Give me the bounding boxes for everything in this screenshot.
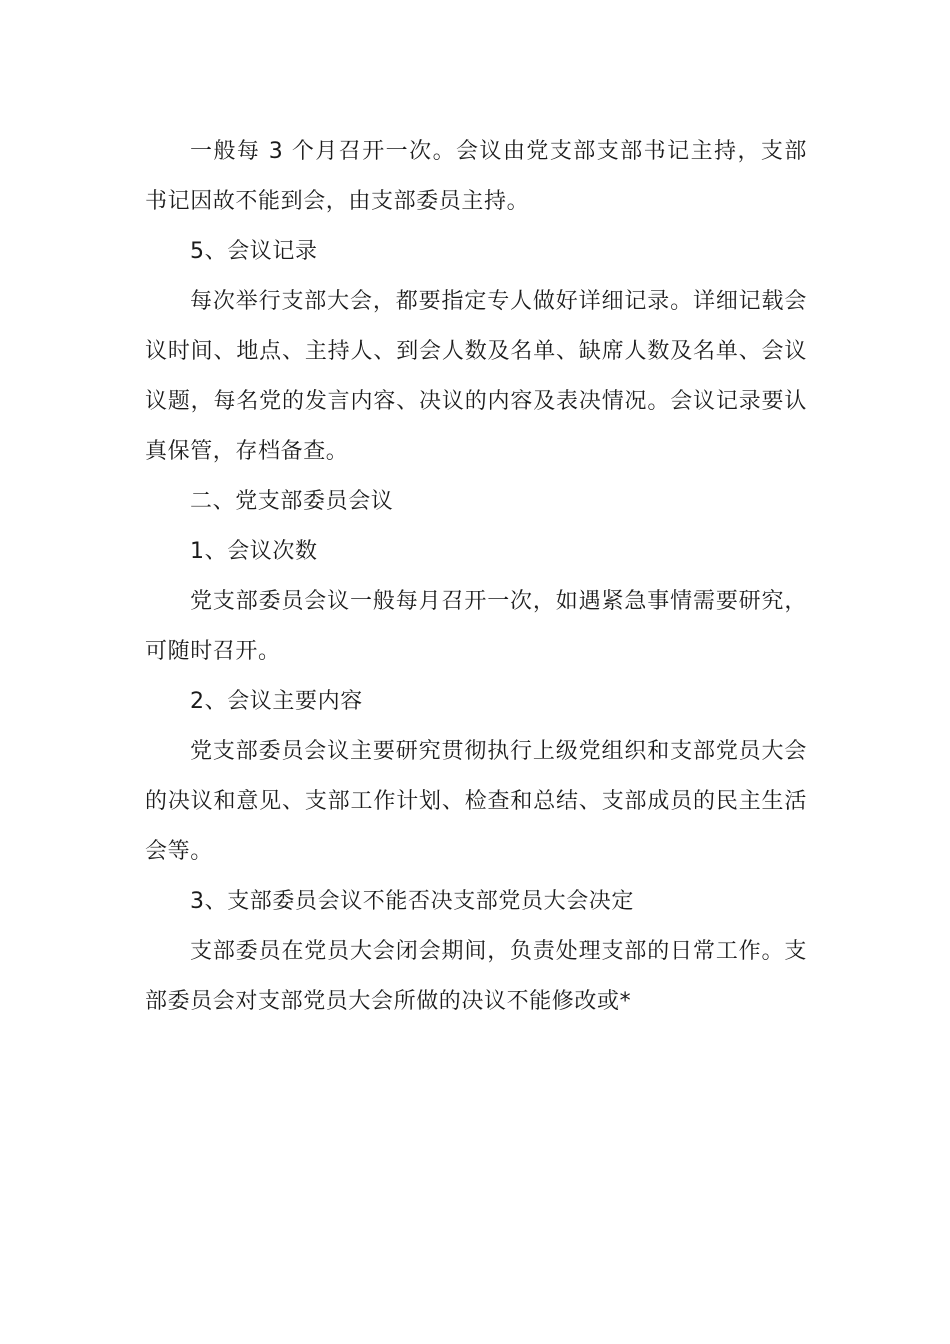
paragraph-cannot-overrule: 支部委员在党员大会闭会期间，负责处理支部的日常工作。支部委员会对支部党员大会所做的决议不能修改或* <box>145 939 807 1014</box>
paragraph-main-content: 党支部委员会议主要研究贯彻执行上级党组织和支部党员大会的决议和意见、支部工作计划、检查和总结、支部成员的民主生活会等。 <box>145 739 807 864</box>
paragraph-meeting-records: 每次举行支部大会，都要指定专人做好详细记录。详细记载会议时间、地点、主持人、到会人数及名单、缺席人数及名单、会议议题，每名党的发言内容、决议的内容及表决情况。会议记录要认真保管，存档备查。 <box>145 289 807 464</box>
heading-cannot-overrule: 3、支部委员会议不能否决支部党员大会决定 <box>190 889 634 914</box>
paragraph-meeting-frequency-host: 一般每 3 个月召开一次。会议由党支部支部书记主持，支部书记因故不能到会，由支部委员主持。 <box>145 139 807 214</box>
paragraph-meeting-count: 党支部委员会议一般每月召开一次，如遇紧急事情需要研究，可随时召开。 <box>145 589 807 664</box>
heading-branch-committee-meeting: 二、党支部委员会议 <box>190 489 394 514</box>
heading-meeting-records: 5、会议记录 <box>190 239 318 264</box>
heading-main-content: 2、会议主要内容 <box>190 689 363 714</box>
document-body <box>145 127 807 1027</box>
heading-meeting-count: 1、会议次数 <box>190 539 318 564</box>
